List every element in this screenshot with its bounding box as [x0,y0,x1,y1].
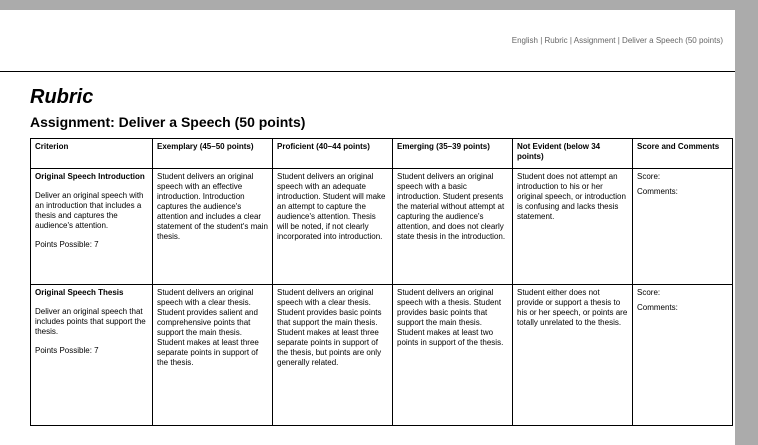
rubric-table [30,138,733,426]
criterion-description: Deliver an original speech that includes points that support the thesis. [35,307,146,336]
comments-label: Comments: [637,303,678,312]
criterion-description: Deliver an original speech with an introduction that includes a thesis and captures the audience's attention. [35,191,144,230]
table-row [31,169,733,285]
emerging-cell: Student delivers an original speech with a basic introduction. Student presents the material without attempt at capturing the audience's attention, and does not clearly state thesis in the introduction. [393,169,513,285]
header-score-comments: Score and Comments [633,139,733,169]
exemplary-cell: Student delivers an original speech with a clear thesis. Student provides salient and comprehensive points that support the main thesis. Student makes at least three separate points in support of the thesis. [153,285,273,426]
score-label: Score: [637,288,661,297]
not-evident-cell: Student does not attempt an introduction to his or her original speech, or introduction is confusing and lacks thesis statement. [513,169,633,285]
emerging-cell: Student delivers an original speech with a thesis. Student provides basic points that support the main thesis. Student makes at least two points in support of the thesis. [393,285,513,426]
proficient-cell: Student delivers an original speech with an adequate introduction. Student will make an attempt to capture the audience's attention. Thesis will be noted, if not clearly incorporated into introduction. [273,169,393,285]
page-title: Rubric [30,86,94,108]
not-evident-cell: Student either does not provide or support a thesis to his or her speech, or points are totally unrelated to the thesis. [513,285,633,426]
document-header [0,10,735,45]
header-not-evident: Not Evident (below 34 points) [513,139,633,169]
comments-label: Comments: [637,187,678,196]
score-label: Score: [637,172,661,181]
proficient-cell: Student delivers an original speech with a clear thesis. Student provides basic points that support the main thesis. Student makes at least three separate points in support of the thesis, but points are only generally related. [273,285,393,426]
exemplary-cell: Student delivers an original speech with an effective introduction. Introduction captures the audience's attention and includes a clear statement of the student's main thesis. [153,169,273,285]
table-header-row [31,139,733,169]
header-exemplary: Exemplary (45–50 points) [153,139,273,169]
assignment-subtitle: Assignment: Deliver a Speech (50 points) [30,114,306,130]
points-possible: Points Possible: 7 [35,240,99,249]
points-possible: Points Possible: 7 [35,346,99,355]
header-criterion: Criterion [31,139,153,169]
document-content [30,86,732,426]
score-comments-cell [633,169,733,285]
score-comments-cell [633,285,733,426]
header-proficient: Proficient (40–44 points) [273,139,393,169]
criterion-cell [31,285,153,426]
criterion-cell [31,169,153,285]
criterion-title: Original Speech Thesis [35,288,124,297]
header-emerging: Emerging (35–39 points) [393,139,513,169]
table-row [31,285,733,426]
header-divider [0,71,735,72]
criterion-title: Original Speech Introduction [35,172,145,181]
breadcrumb: English | Rubric | Assignment | Deliver a Speech (50 points) [511,36,723,45]
document-page [0,10,735,445]
